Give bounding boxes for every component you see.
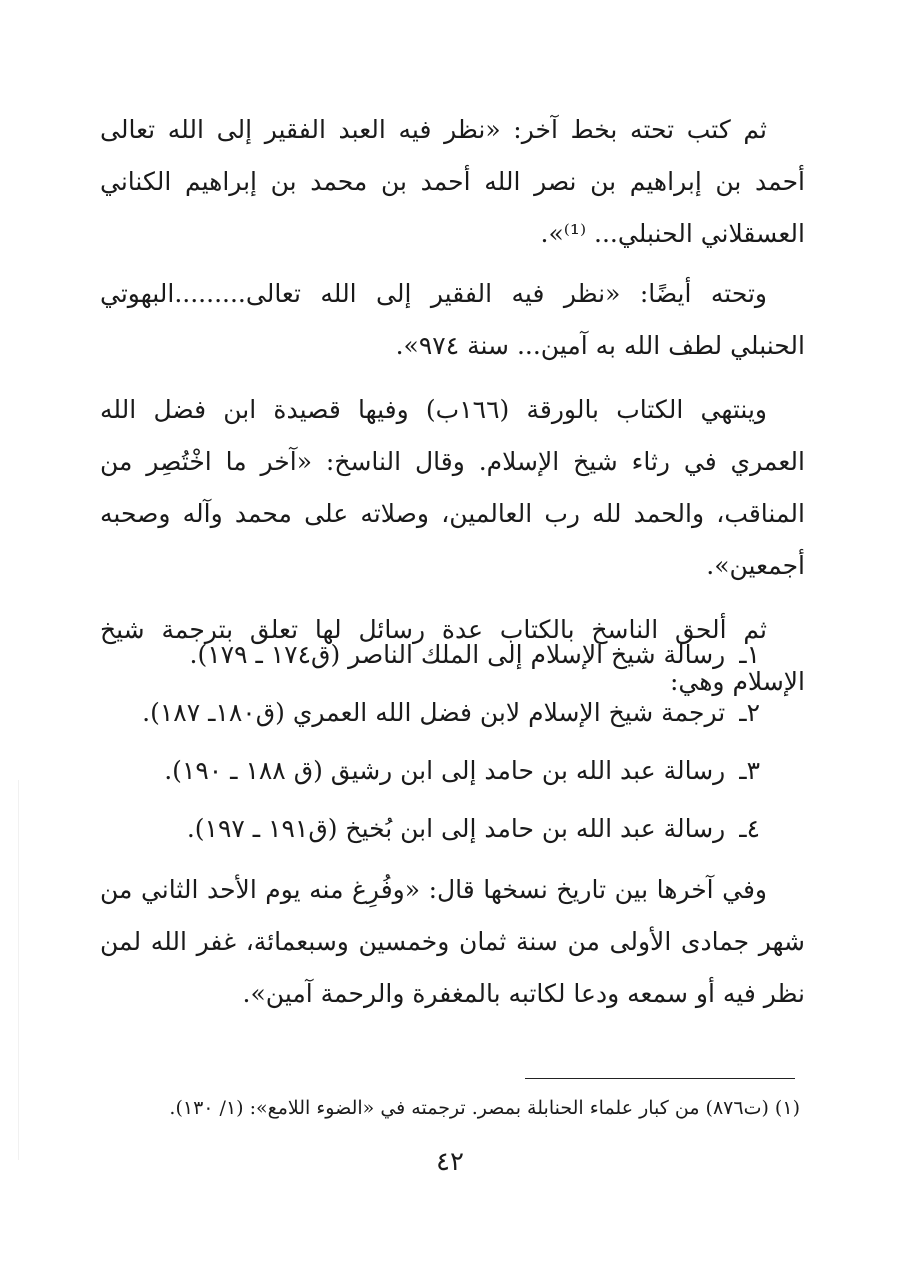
- paragraph-3: وينتهي الكتاب بالورقة (١٦٦ب) وفيها قصيدة ابن فضل الله العمري في رثاء شيخ الإسلام. وقال الناسخ: «آخر ما اخْتُصِر من المناقب، والحمد لله رب العالمين، وصلاته على محمد وآله وصحبه أجمعين».: [100, 395, 805, 580]
- body-text-top: [100, 104, 805, 708]
- list-item-number: ٢ـ: [739, 698, 760, 727]
- list-item-text: ترجمة شيخ الإسلام لابن فضل الله العمري (ق١٨٠ـ ١٨٧).: [142, 698, 726, 727]
- paragraph-4: ثم ألحق الناسخ بالكتاب عدة رسائل لها تعلق بترجمة شيخ الإسلام وهي:: [100, 615, 805, 696]
- list-item-number: ٣ـ: [739, 756, 760, 785]
- body-text-bottom: [100, 864, 805, 1020]
- page-edge-shadow: [18, 780, 19, 1160]
- paragraph-2: وتحته أيضًا: «نظر فيه الفقير إلى الله تعالى.........البهوتي الحنبلي لطف الله به آمين... سنة ٩٧٤».: [100, 279, 805, 360]
- footnote-divider: [525, 1078, 795, 1079]
- footnote: (١) (ت٨٧٦) من كبار علماء الحنابلة بمصر. ترجمته في «الضوء اللامع»: (١/ ١٣٠).: [169, 1097, 800, 1119]
- appended-treatises-list: [140, 626, 760, 858]
- list-item: [140, 626, 760, 684]
- list-item-number: ١ـ: [739, 640, 760, 669]
- list-item-text: رسالة شيخ الإسلام إلى الملك الناصر (ق١٧٤ ـ ١٧٩).: [189, 640, 726, 669]
- list-item: [140, 800, 760, 858]
- list-item-text: رسالة عبد الله بن حامد إلى ابن رشيق (ق ١٨٨ ـ ١٩٠).: [164, 756, 726, 785]
- list-item: [140, 684, 760, 742]
- list-item-text: رسالة عبد الله بن حامد إلى ابن بُخيخ (ق١٩١ ـ ١٩٧).: [186, 814, 726, 843]
- closing-paragraph: وفي آخرها بين تاريخ نسخها قال: «وفُرِغ منه يوم الأحد الثاني من شهر جمادى الأولى من سنة ثمان وخمسين وسبعمائة، غفر الله لمن نظر فيه أو سمعه ودعا لكاتبه بالمغفرة والرحمة آمين».: [100, 875, 805, 1008]
- paragraph-1: ثم كتب تحته بخط آخر: «نظر فيه العبد الفقير إلى الله تعالى أحمد بن إبراهيم بن نصر الله أحمد بن محمد بن إبراهيم الكناني العسقلاني الحنبلي... ⁽¹⁾».: [100, 115, 805, 248]
- page-number: ٤٢: [436, 1147, 464, 1177]
- list-item-number: ٤ـ: [739, 814, 760, 843]
- list-item: [140, 742, 760, 800]
